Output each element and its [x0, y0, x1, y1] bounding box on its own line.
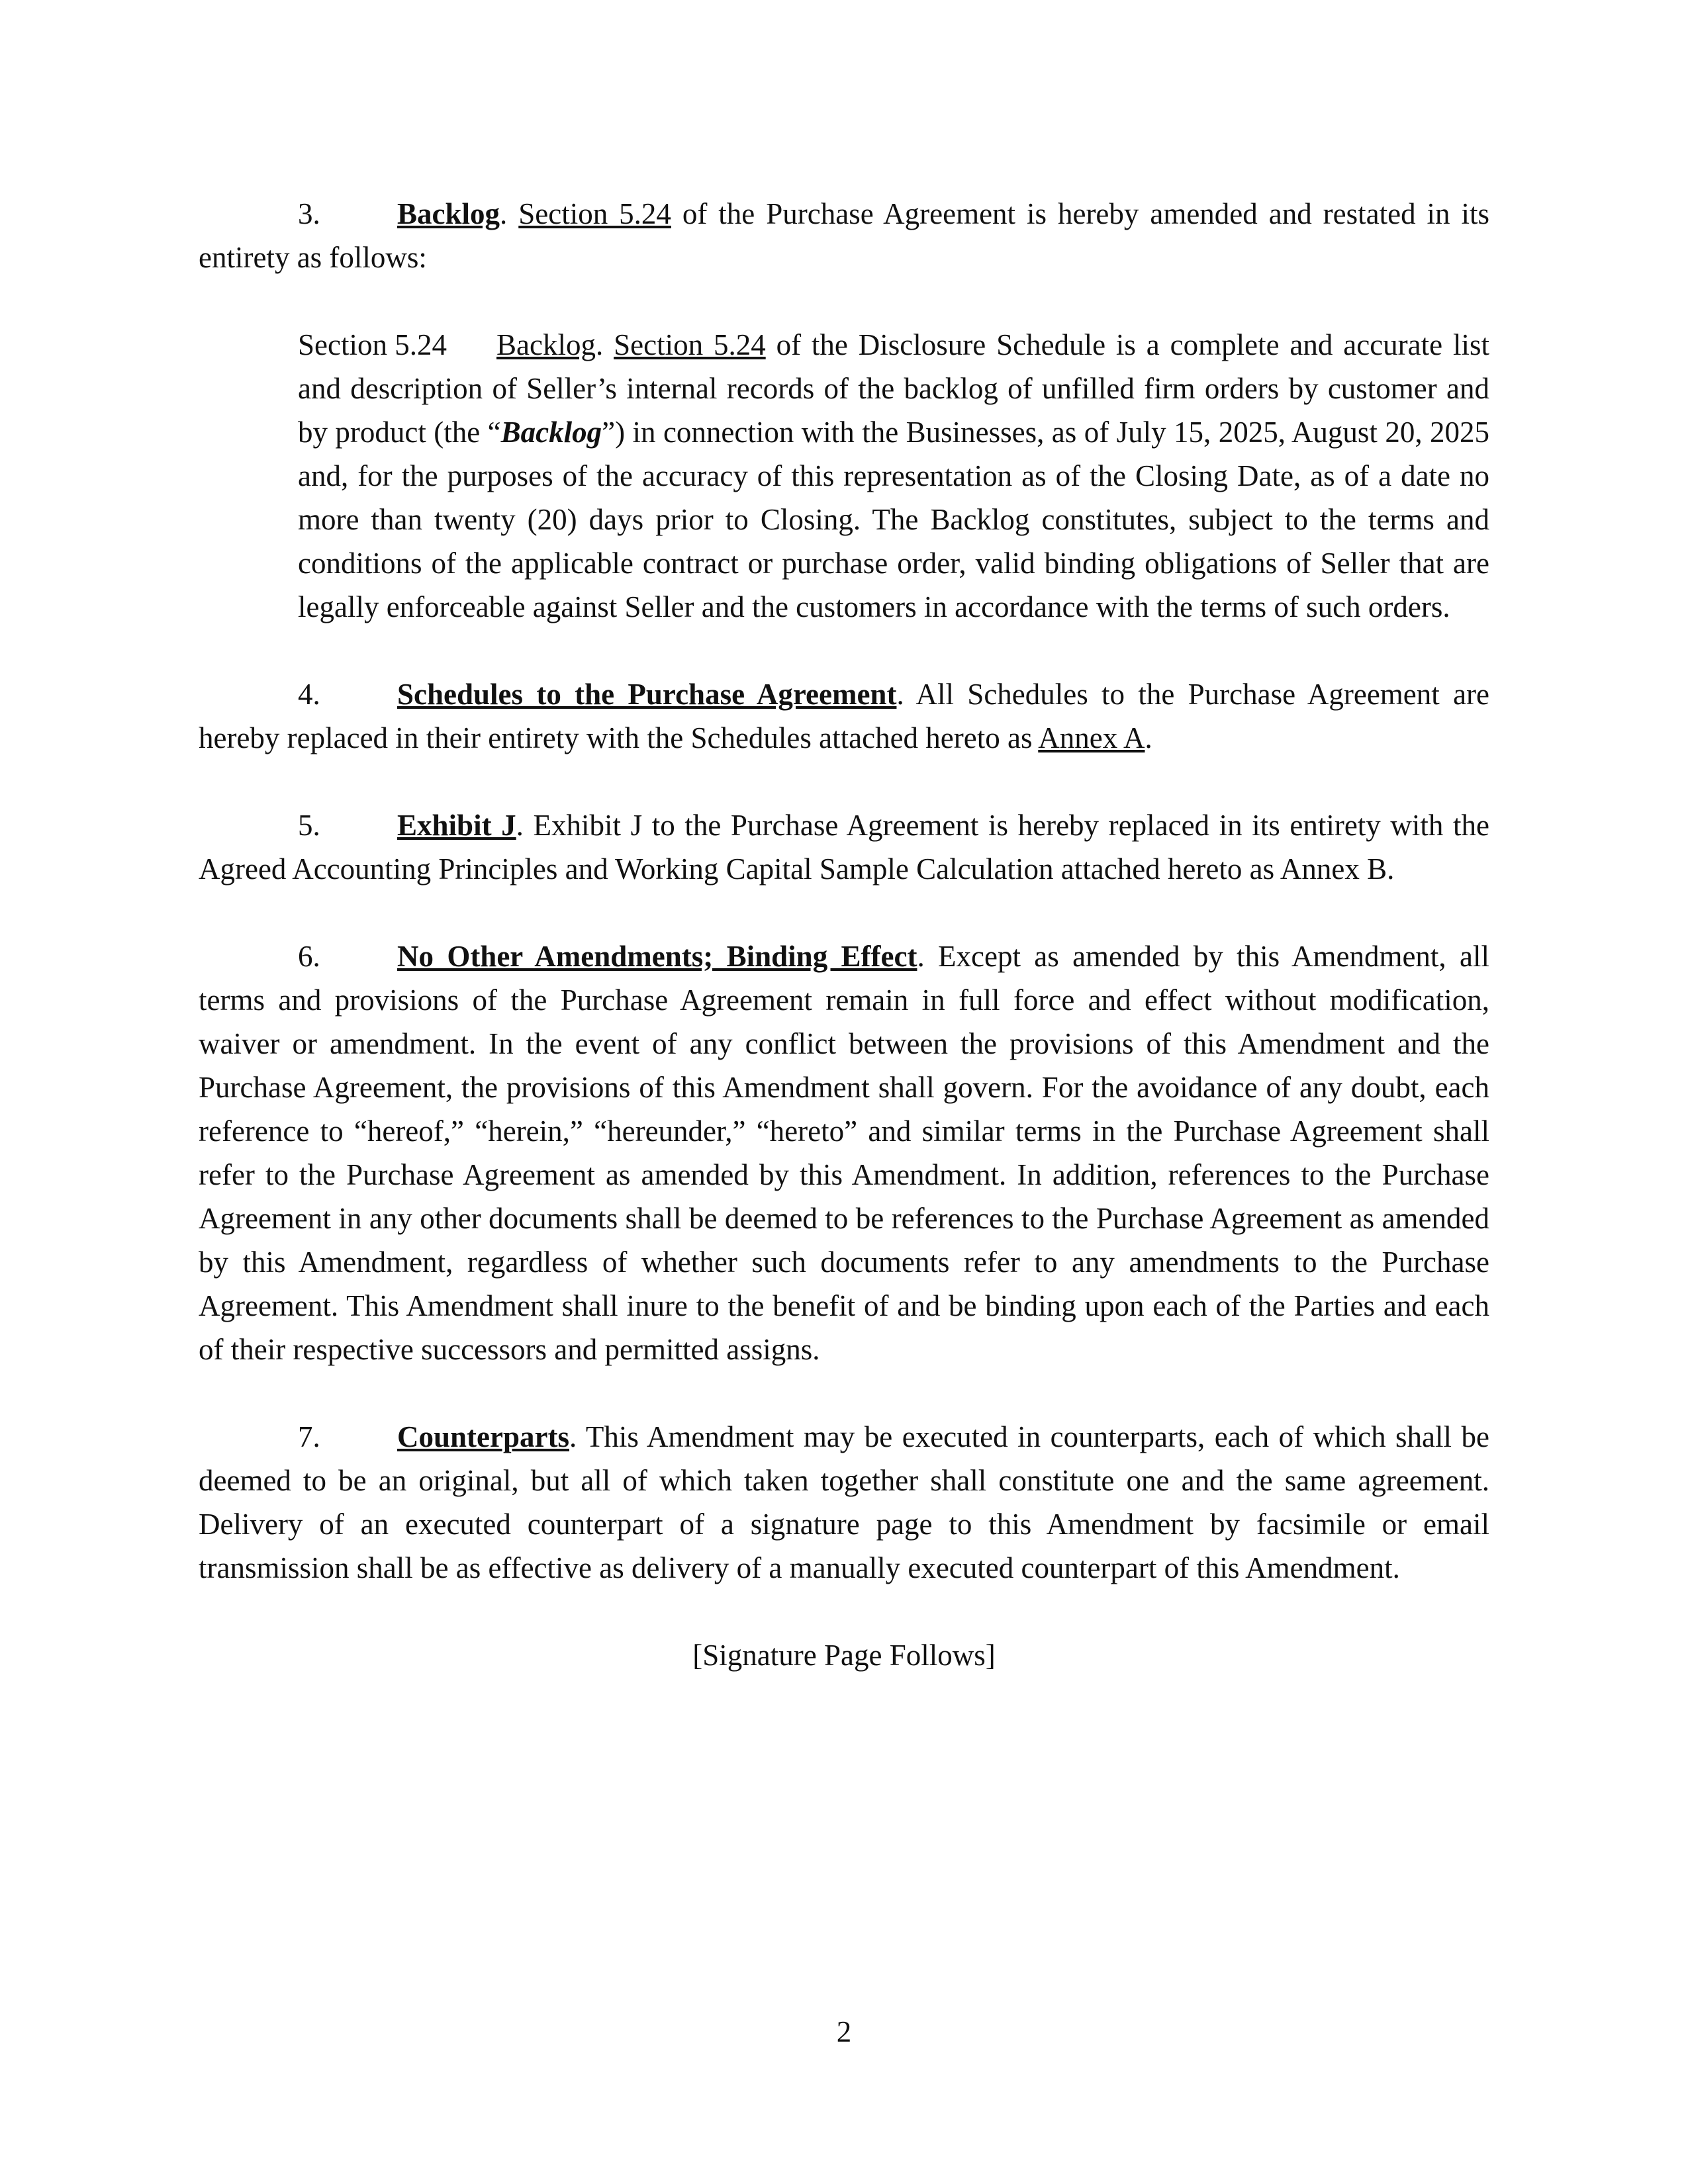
section-5-text: . Exhibit J to the Purchase Agreement is hereby replaced in its entirety with the Agreed Accounting Principles and Working Capital Sample Calculation attached hereto as Annex B.	[199, 809, 1489, 886]
section-7-paragraph	[199, 1415, 1489, 1590]
section-5-number: 5.	[298, 809, 320, 842]
section-3-heading: Backlog	[397, 197, 500, 230]
document-page	[199, 192, 1489, 1677]
restated-heading: Backlog	[496, 328, 596, 361]
section-6-number: 6.	[298, 940, 320, 973]
restated-section-5-24	[298, 323, 1489, 629]
section-3-heading-punct: .	[500, 197, 519, 230]
restated-heading-punct: .	[595, 328, 614, 361]
section-5-heading: Exhibit J	[397, 809, 516, 842]
section-5-paragraph	[199, 803, 1489, 891]
section-4-heading: Schedules to the Purchase Agreement	[397, 678, 897, 711]
signature-page-note: [Signature Page Follows]	[692, 1639, 996, 1672]
section-4-text-a: . All Schedules to the Purchase Agreement are hereby replaced in their entirety with the Schedules attached hereto as	[199, 678, 1489, 754]
restated-reference: Section 5.24	[614, 328, 766, 361]
restated-text-a: of the Disclosure Schedule is a complete and accurate list and description of Seller’s internal records of the backlog of unfilled firm orders by customer and by product (the “	[298, 328, 1490, 449]
section-7-text: . This Amendment may be executed in counterparts, each of which shall be deemed to be an original, but all of which taken together shall constitute one and the same agreement. Delivery of an executed counterpart of a signature page to this Amendment by facsimile or email transmission shall be as effective as delivery of a manually executed counterpart of this Amendment.	[199, 1420, 1489, 1584]
section-3-reference: Section 5.24	[518, 197, 671, 230]
section-3-number: 3.	[298, 197, 320, 230]
section-3-text: of the Purchase Agreement is hereby amended and restated in its entirety as follows:	[199, 197, 1489, 274]
section-6-text: . Except as amended by this Amendment, all terms and provisions of the Purchase Agreement remain in full force and effect without modification, waiver or amendment. In the event of any conflict between the provisions of this Amendment and the Purchase Agreement, the provisions of this Amendment shall govern. For the avoidance of any doubt, each reference to “hereof,” “herein,” “hereunder,” “hereto” and similar terms in the Purchase Agreement shall refer to the Purchase Agreement as amended by this Amendment. In addition, references to the Purchase Agreement in any other documents shall be deemed to be references to the Purchase Agreement as amended by this Amendment, regardless of whether such documents refer to any amendments to the Purchase Agreement. This Amendment shall inure to the benefit of and be binding upon each of the Parties and each of their respective successors and permitted assigns.	[199, 940, 1489, 1366]
section-4-paragraph	[199, 672, 1489, 760]
restated-defined-term: Backlog	[500, 416, 602, 449]
section-3-paragraph	[199, 192, 1489, 279]
restated-section-label: Section 5.24	[298, 328, 447, 361]
section-4-annex-link: Annex A	[1038, 721, 1145, 754]
section-4-number: 4.	[298, 678, 320, 711]
restated-text-b: ”) in connection with the Businesses, as of July 15, 2025, August 20, 2025 and, for the purposes of the accuracy of this representation as of the Closing Date, as of a date no more than twenty (20) days prior to Closing. The Backlog constitutes, subject to the terms and conditions of the applicable contract or purchase order, valid binding obligations of Seller that are legally enforceable against Seller and the customers in accordance with the terms of such orders.	[298, 416, 1489, 623]
section-6-paragraph	[199, 934, 1489, 1371]
section-7-heading: Counterparts	[397, 1420, 569, 1453]
section-7-number: 7.	[298, 1420, 320, 1453]
page-number: 2	[836, 2015, 852, 2048]
section-4-text-b: .	[1145, 721, 1152, 754]
section-6-heading: No Other Amendments; Binding Effect	[397, 940, 917, 973]
